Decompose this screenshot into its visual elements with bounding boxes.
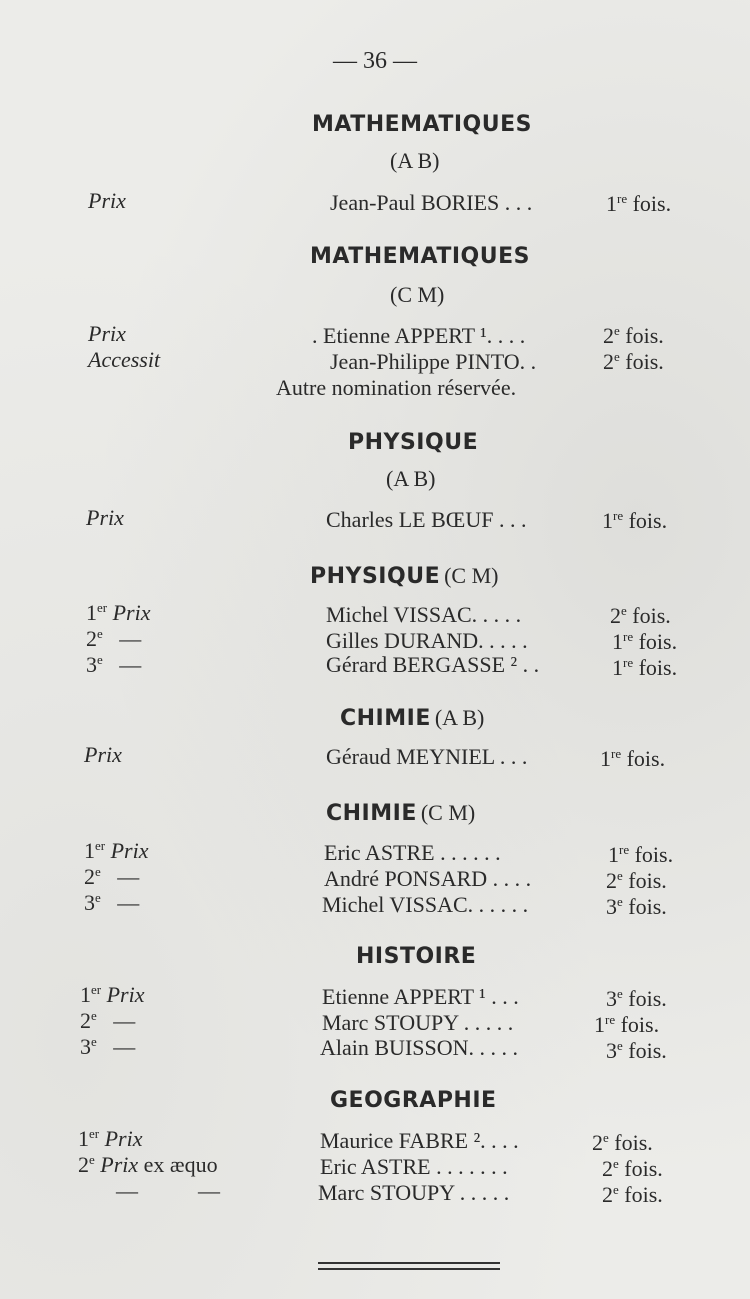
prize-label: Accessit — [88, 347, 161, 372]
times-count: 1re fois. — [612, 655, 678, 680]
laureate-name: Maurice FABRE ². . . . — [320, 1128, 519, 1153]
section-subheading: (C M) — [444, 563, 499, 588]
laureate-name: Eric ASTRE . . . . . . . — [320, 1154, 508, 1179]
times-count: 2e fois. — [603, 349, 664, 374]
prize-label: 2e — — [84, 864, 140, 889]
section-heading: GEOGRAPHIE — [330, 1088, 497, 1113]
times-count: 3e fois. — [606, 894, 667, 919]
laureate-name: Gérard BERGASSE ² . . — [326, 652, 540, 677]
laureate-name: Marc STOUPY . . . . . — [322, 1010, 514, 1035]
prize-label: 3e — — [84, 890, 140, 915]
laureate-name: André PONSARD . . . . — [324, 866, 532, 891]
times-count: 2e fois. — [610, 603, 671, 628]
times-count: 1re fois. — [606, 191, 672, 216]
closing-rule — [318, 1262, 500, 1270]
laureate-name: Etienne APPERT ¹ . . . — [322, 984, 519, 1009]
laureate-name: Jean-Philippe PINTO. . — [330, 349, 537, 374]
section-heading: CHIMIE — [340, 706, 431, 731]
laureate-name: Marc STOUPY . . . . . — [318, 1180, 510, 1205]
times-count: 1re fois. — [608, 842, 674, 867]
prize-label: Prix — [88, 321, 126, 346]
section-heading: PHYSIQUE — [310, 564, 441, 589]
times-count: 1re fois. — [602, 508, 668, 533]
section-subheading: (A B) — [434, 705, 485, 730]
laureate-name: . Etienne APPERT ¹. . . . — [312, 323, 526, 348]
laureate-name: Géraud MEYNIEL . . . — [326, 744, 528, 769]
prize-label: 2e — — [80, 1008, 136, 1033]
section-subheading: (C M) — [420, 800, 476, 825]
times-count: 2e fois. — [603, 323, 664, 348]
laureate-name: Eric ASTRE . . . . . . — [324, 840, 501, 865]
laureate-name: Charles LE BŒUF . . . — [326, 507, 527, 532]
times-count: 2e fois. — [602, 1156, 663, 1181]
times-count: 3e fois. — [606, 1038, 667, 1063]
section-heading: MATHEMATIQUES — [312, 112, 533, 137]
laureate-name: Michel VISSAC. . . . . . — [322, 892, 529, 917]
laureate-name: Gilles DURAND. . . . . — [326, 628, 528, 653]
prize-label: 3e — — [86, 652, 142, 677]
laureate-name: Michel VISSAC. . . . . — [326, 602, 522, 627]
times-count: 1re fois. — [594, 1012, 660, 1037]
section-subheading: (A B) — [386, 466, 436, 491]
section-heading-line — [326, 800, 475, 826]
section-heading-line — [310, 563, 498, 589]
times-count: 1re fois. — [600, 746, 666, 771]
section-heading: MATHEMATIQUES — [310, 244, 531, 269]
section-heading: CHIMIE — [326, 801, 417, 826]
prize-label: 1er Prix — [86, 600, 151, 625]
section-subheading: (C M) — [390, 282, 445, 307]
prize-label: — — — [116, 1178, 220, 1203]
times-count: 1re fois. — [612, 629, 678, 654]
reserved-note: Autre nomination réservée. — [276, 375, 517, 400]
page-number: — 36 — — [333, 48, 417, 74]
times-count: 3e fois. — [606, 986, 667, 1011]
section-heading: HISTOIRE — [356, 944, 477, 969]
prize-label: Prix — [84, 742, 122, 767]
section-heading-line — [340, 705, 484, 731]
laureate-name: Alain BUISSON. . . . . — [320, 1035, 519, 1060]
prize-label: 2e Prix ex æquo — [78, 1152, 218, 1177]
section-subheading: (A B) — [390, 148, 440, 173]
times-count: 2e fois. — [592, 1130, 653, 1155]
prize-label: 3e — — [80, 1034, 136, 1059]
section-heading: PHYSIQUE — [348, 430, 479, 455]
prize-label: Prix — [86, 505, 124, 530]
prize-label: 1er Prix — [78, 1126, 143, 1151]
prize-label: 2e — — [86, 626, 142, 651]
times-count: 2e fois. — [602, 1182, 663, 1207]
times-count: 2e fois. — [606, 868, 667, 893]
laureate-name: Jean-Paul BORIES . . . — [330, 190, 533, 215]
prize-label: 1er Prix — [80, 982, 145, 1007]
prize-label: 1er Prix — [84, 838, 149, 863]
prize-label: Prix — [88, 188, 126, 213]
